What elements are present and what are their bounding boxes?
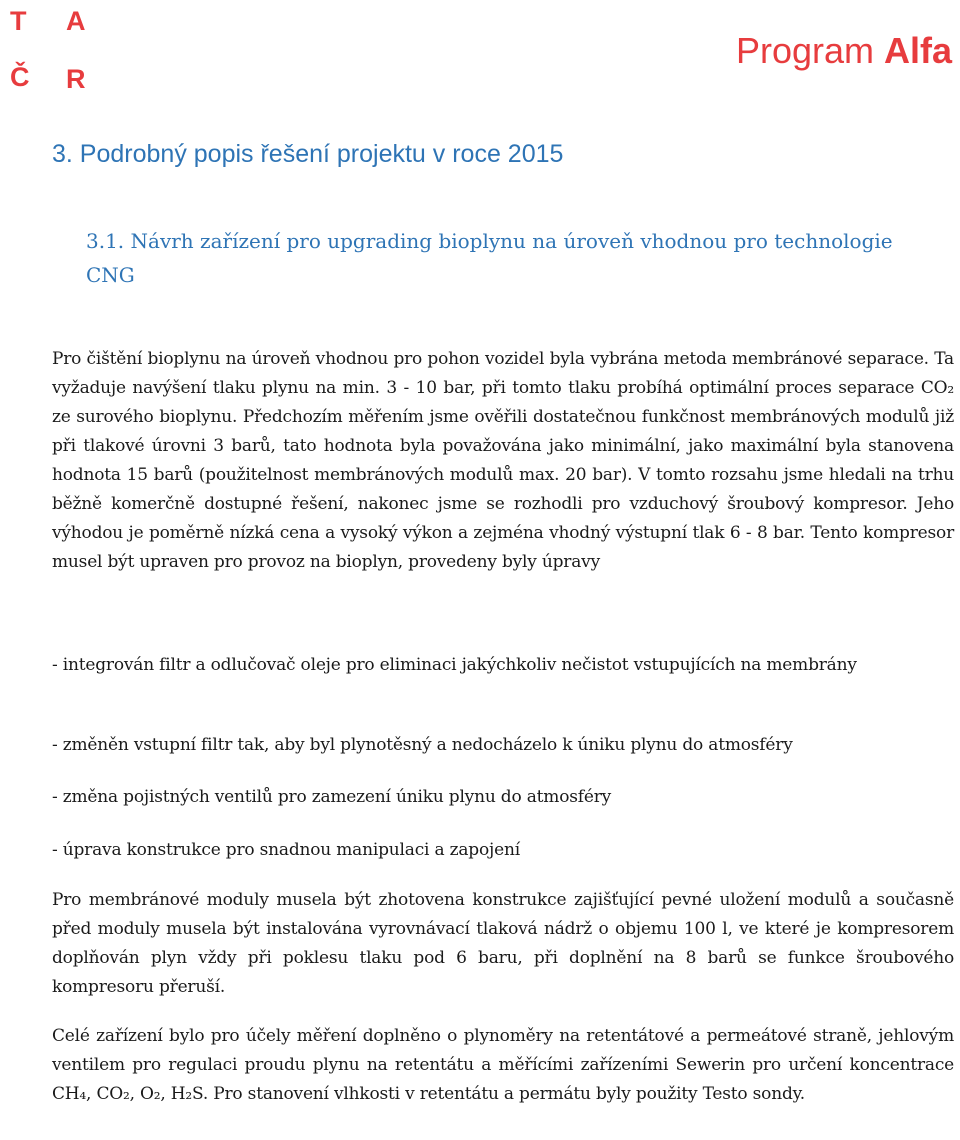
- list-item: - úprava konstrukce pro snadnou manipulaci a zapojení: [52, 840, 520, 860]
- list-item-1-block: [52, 651, 954, 680]
- body-paragraph-2: Pro membránové moduly musela být zhotovena konstrukce zajišťující pevné uložení modulů a současně před moduly musela být instalována vyrovnávací tlaková nádrž o objemu 100 l, ve které je kompresorem doplňován plyn vždy při poklesu tlaku pod 6 baru, při doplnění na 8 barů se funkce šroubového kompresoru přeruší.: [52, 890, 954, 997]
- list-item-3-block: [52, 783, 954, 812]
- tacr-letter-a: A: [66, 6, 86, 36]
- list-item: - změněn vstupní filtr tak, aby byl plynotěsný a nedocházelo k úniku plynu do atmosféry: [52, 735, 793, 755]
- logo-program-text: Program: [735, 30, 884, 71]
- body-paragraph-2-block: [52, 886, 954, 1002]
- list-item-4-block: [52, 836, 954, 865]
- tacr-logo: [10, 6, 92, 92]
- section-title: 3. Podrobný popis řešení projektu v roce 2015: [52, 140, 564, 168]
- logo-alfa-text: Alfa: [883, 30, 952, 71]
- list-item: - změna pojistných ventilů pro zamezení úniku plynu do atmosféry: [52, 787, 612, 807]
- list-item: - integrován filtr a odlučovač oleje pro eliminaci jakýchkoliv nečistot vstupujících na membrány: [52, 655, 857, 675]
- tacr-letter-c: Č: [10, 62, 30, 92]
- tacr-letter-t: T: [10, 6, 27, 36]
- body-paragraph-1-block: [52, 345, 954, 577]
- list-item-2-block: [52, 731, 954, 760]
- body-paragraph-3-block: [52, 1022, 954, 1109]
- subsection-title: 3.1. Návrh zařízení pro upgrading bioplynu na úroveň vhodnou pro technologie CNG: [86, 229, 893, 287]
- body-paragraph-3: Celé zařízení bylo pro účely měření doplněno o plynoměry na retentátové a permeátové straně, jehlovým ventilem pro regulaci proudu plynu na retentátu a měřícími zařízeními Sewerin pro určení koncentrace CH₄, CO₂, O₂, H₂S. Pro stanovení vlhkosti v retentátu a permátu byly použity Testo sondy.: [52, 1026, 954, 1104]
- tacr-letter-r: R: [66, 64, 86, 94]
- body-paragraph-1: Pro čištění bioplynu na úroveň vhodnou pro pohon vozidel byla vybrána metoda membránové separace. Ta vyžaduje navýšení tlaku plynu na min. 3 - 10 bar, při tomto tlaku probíhá optimální proces separace CO₂ ze surového bioplynu. Předchozím měřením jsme ověřili dostatečnou funkčnost membránových modulů již při tlakové úrovni 3 barů, tato hodnota byla považována jako minimální, jako maximální byla stanovena hodnota 15 barů (použitelnost membránových modulů max. 20 bar). V tomto rozsahu jsme hledali na trhu běžně komerčně dostupné řešení, nakonec jsme se rozhodli pro vzduchový šroubový kompresor. Jeho výhodou je poměrně nízká cena a vysoký výkon a zejména vhodný výstupní tlak 6 - 8 bar. Tento kompresor musel být upraven pro provoz na bioplyn, provedeny byly úpravy: [52, 349, 954, 572]
- program-alfa-logo: [736, 30, 952, 72]
